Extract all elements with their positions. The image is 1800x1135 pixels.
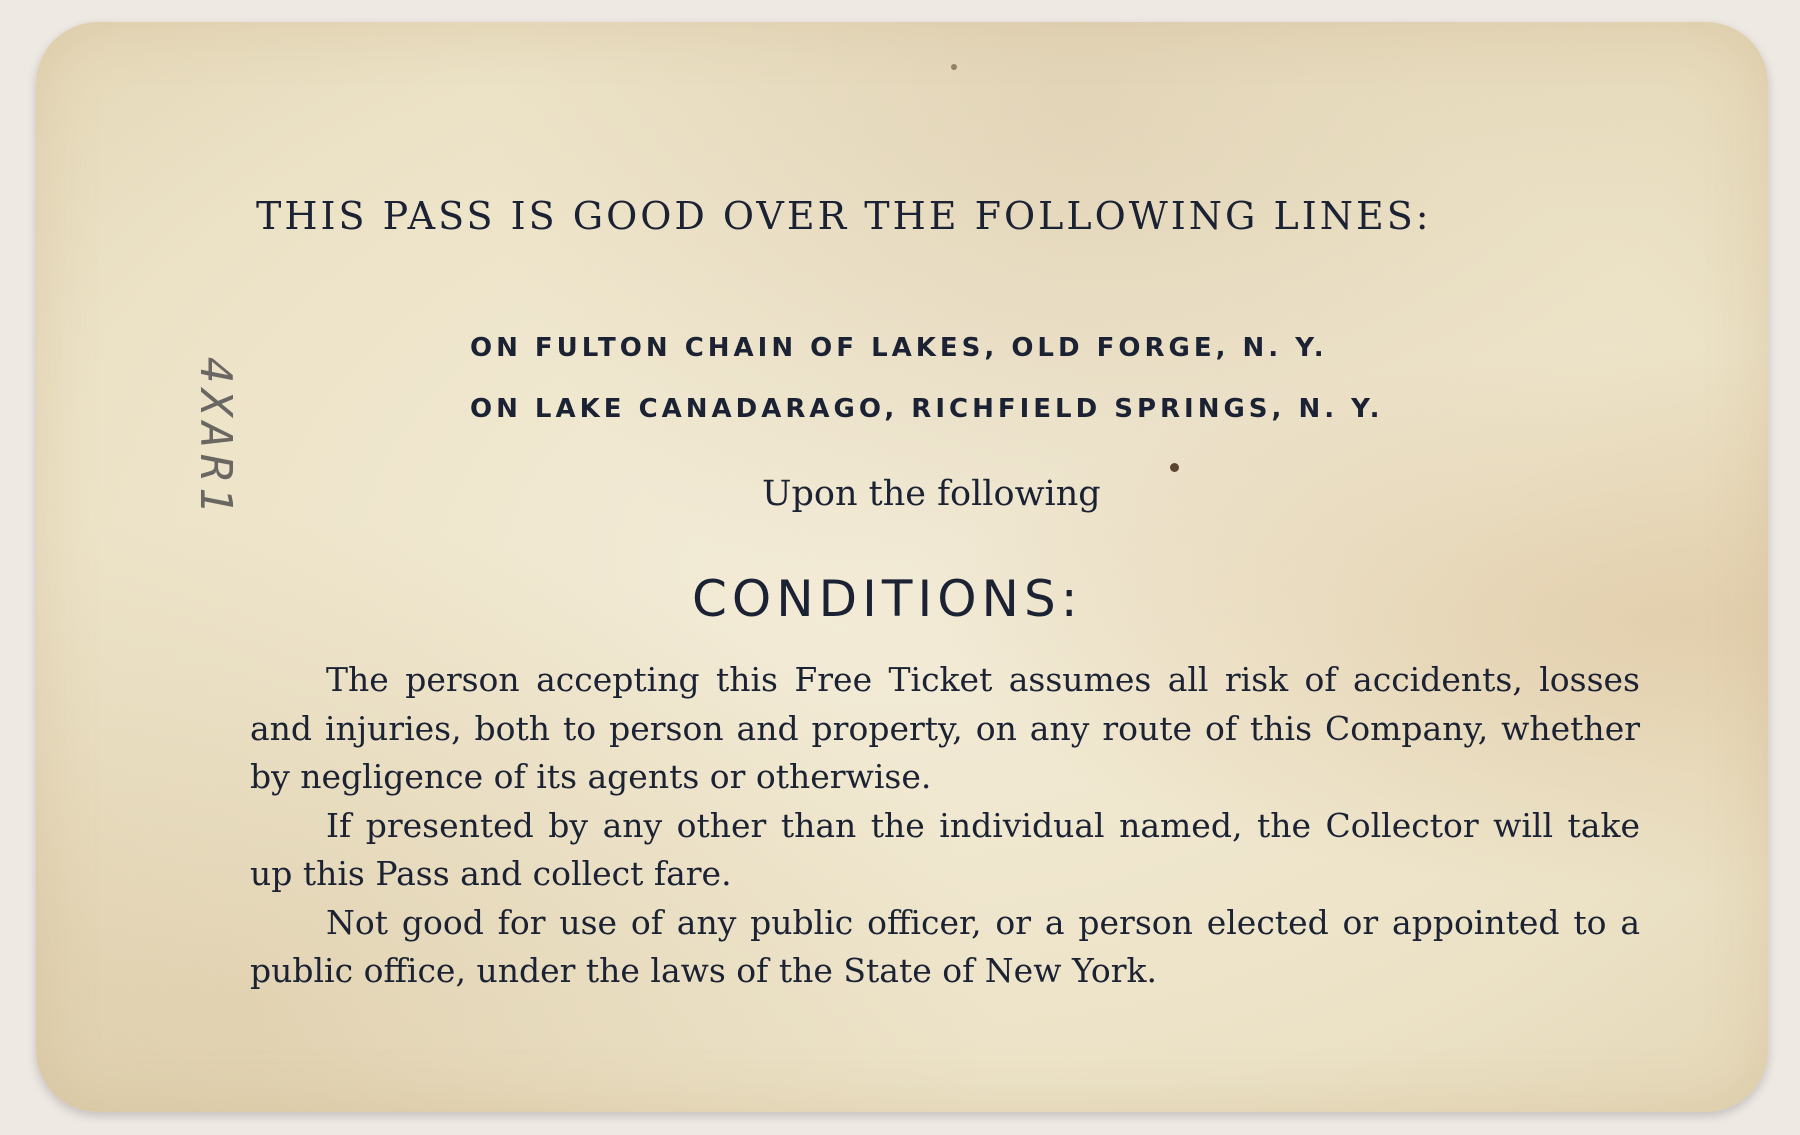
condition-paragraph-risk: The person accepting this Free Ticket assumes all risk of accidents, losses and injuries, both to person and property, on any route of this Company, whether by negligence of its agents or otherwise. [250,660,1640,796]
ink-speck [1170,463,1179,472]
ink-speck [951,64,957,70]
conditions-title: CONDITIONS: [692,570,1083,628]
handwritten-note: 4XAR1 [190,357,241,520]
route-line-canadarago: ON LAKE CANADARAGO, RICHFIELD SPRINGS, N. Y. [470,394,1384,424]
condition-paragraph-collector: If presented by any other than the individual named, the Collector will take up this Pass and collect fare. [250,805,1640,893]
route-line-fulton: ON FULTON CHAIN OF LAKES, OLD FORGE, N. Y. [470,333,1328,363]
pass-heading: THIS PASS IS GOOD OVER THE FOLLOWING LINES: [256,194,1432,238]
conditions-body [250,656,1640,996]
upon-the-following: Upon the following [762,474,1101,514]
condition-paragraph-public-officer: Not good for use of any public officer, or a person elected or appointed to a public office, under the laws of the State of New York. [250,902,1640,990]
pass-card [36,22,1768,1112]
